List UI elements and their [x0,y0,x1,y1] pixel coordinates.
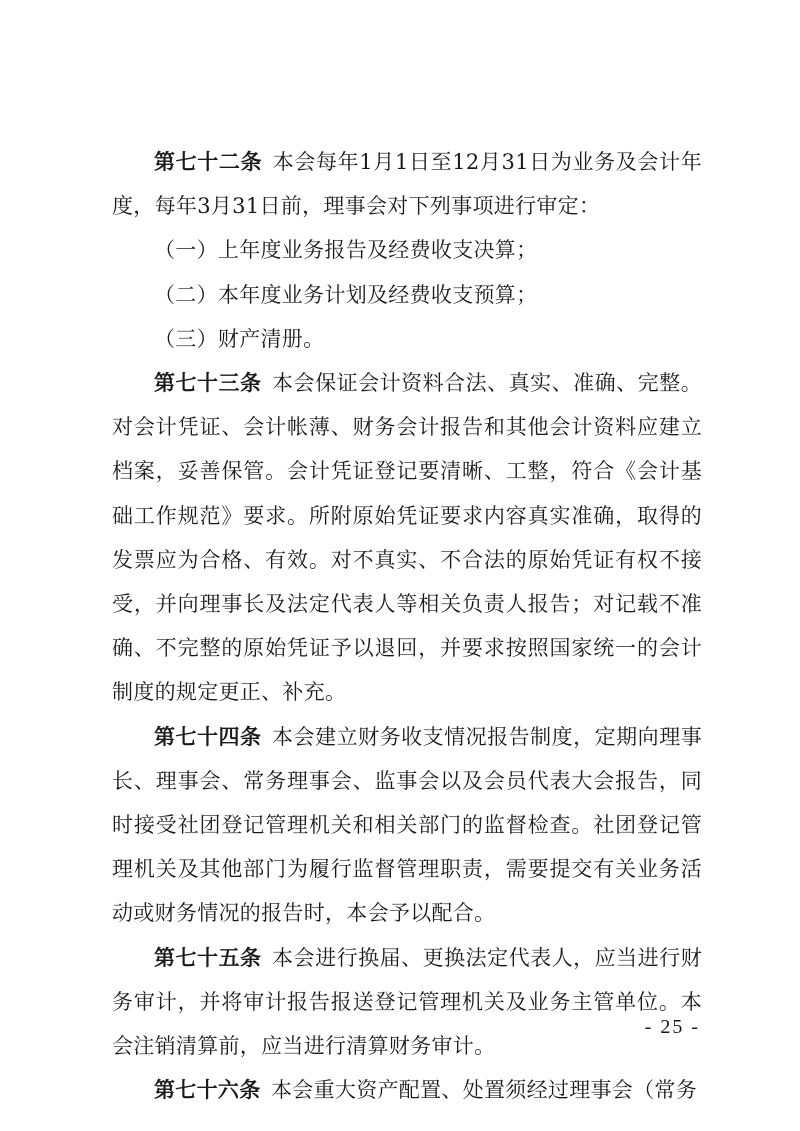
article-heading: 第七十三条 [154,371,262,396]
article-heading: 第七十六条 [154,1078,261,1103]
document-body [112,140,702,1112]
paragraph-text: 本会建立财务收支情况报告制度，定期向理事长、理事会、常务理事会、监事会以及会员代表大会报告，同时接受社团登记管理机关和相关部门的监督检查。社团登记管理机关及其他部门为履行监督管理职责，需要提交有关业务活动或财务情况的报告时，本会予以配合。 [112,724,703,926]
article-heading: 第七十四条 [154,724,262,749]
article-heading: 第七十二条 [154,150,263,174]
paragraph-article-73 [112,361,702,715]
page-number: - 25 - [644,1016,700,1038]
paragraph-article-72 [112,140,702,228]
paragraph-text: 本会保证会计资料合法、真实、准确、完整。对会计凭证、会计帐薄、财务会计报告和其他会计资料应建立档案，妥善保管。会计凭证登记要清晰、工整，符合《会计基础工作规范》要求。所附原始凭证要求内容真实准确，取得的发票应为合格、有效。对不真实、不合法的原始凭证有权不接受，并向理事长及法定代表人等相关负责人报告；对记载不准确、不完整的原始凭证予以退回，并要求按照国家统一的会计制度的规定更正、补充。 [112,371,703,705]
paragraph-article-74 [112,715,702,936]
paragraph-text: 本会每年1月1日至12月31日为业务及会计年度，每年3月31日前，理事会对下列事项进行审定： [112,150,703,219]
paragraph-item-1 [112,228,702,272]
paragraph-text: 本会进行换届、更换法定代表人，应当进行财务审计，并将审计报告报送登记管理机关及业务主管单位。本会注销清算前，应当进行清算财务审计。 [112,945,703,1059]
paragraph-text: （一）上年度业务报告及经费收支决算； [154,238,538,263]
paragraph-item-3 [112,317,702,361]
article-heading: 第七十五条 [154,945,262,970]
paragraph-article-76 [112,1068,702,1112]
paragraph-text: 本会重大资产配置、处置须经过理事会（常务 [271,1078,697,1103]
paragraph-item-2 [112,273,702,317]
paragraph-text: （二）本年度业务计划及经费收支预算； [154,282,538,307]
paragraph-text: （三）财产清册。 [154,326,325,351]
paragraph-article-75 [112,936,702,1069]
